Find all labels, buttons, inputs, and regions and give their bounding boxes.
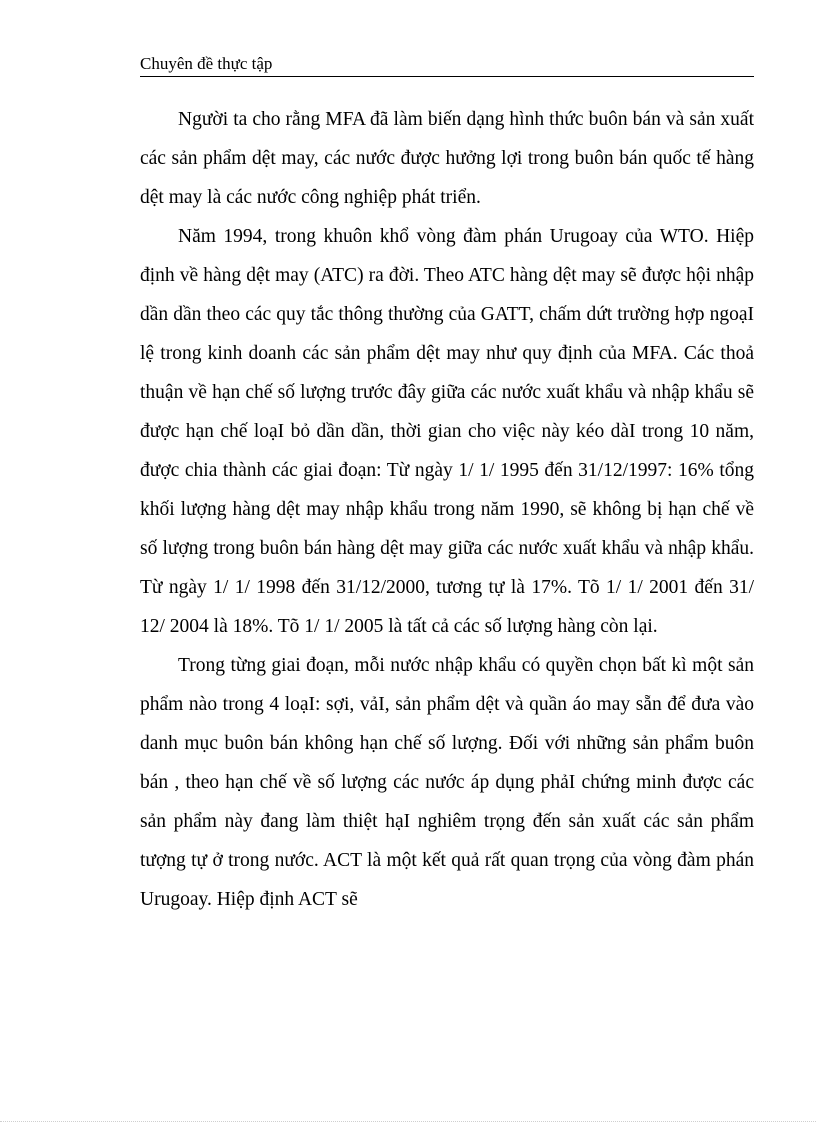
document-body [140, 100, 754, 919]
paragraph-2: Năm 1994, trong khuôn khổ vòng đàm phán Urugoay của WTO. Hiệp định về hàng dệt may (ATC) ra đời. Theo ATC hàng dệt may sẽ được hội nhập dần dần theo các quy tắc thông thường của GATT, chấm dứt trường hợp ngoạI lệ trong kinh doanh các sản phẩm dệt may như quy định của MFA. Các thoả thuận về hạn chế số lượng trước đây giữa các nước xuất khẩu và nhập khẩu sẽ được hạn chế loạI bỏ dần dần, thời gian cho việc này kéo dàI trong 10 năm, được chia thành các giai đoạn: Từ ngày 1/ 1/ 1995 đến 31/12/1997: 16% tổng khối lượng hàng dệt may nhập khẩu trong năm 1990, sẽ không bị hạn chế về số lượng trong buôn bán hàng dệt may giữa các nước xuất khẩu và nhập khẩu. Từ ngày 1/ 1/ 1998 đến 31/12/2000, tương tự là 17%. Tõ 1/ 1/ 2001 đến 31/ 12/ 2004 là 18%. Tõ 1/ 1/ 2005 là tất cả các số lượng hàng còn lại. [140, 226, 754, 637]
page-bottom-edge [0, 1121, 816, 1122]
paragraph-1: Người ta cho rằng MFA đã làm biến dạng hình thức buôn bán và sản xuất các sản phẩm dệt may, các nước được hưởng lợi trong buôn bán quốc tế hàng dệt may là các nước công nghiệp phát triển. [140, 109, 754, 208]
header-title: Chuyên đề thực tập [140, 54, 273, 73]
paragraph-3: Trong từng giai đoạn, mỗi nước nhập khẩu có quyền chọn bất kì một sản phẩm nào trong 4 loạI: sợi, vảI, sản phẩm dệt và quần áo may sẵn để đưa vào danh mục buôn bán không hạn chế số lượng. Đối với những sản phẩm buôn bán , theo hạn chế về số lượng các nước áp dụng phảI chứng minh được các sản phẩm này đang làm thiệt hạI nghiêm trọng đến sản xuất các sản phẩm tượng tự ở trong nước. ACT là một kết quả rất quan trọng của vòng đàm phán Urugoay. Hiệp định ACT sẽ [140, 655, 754, 910]
page-header [140, 52, 754, 77]
